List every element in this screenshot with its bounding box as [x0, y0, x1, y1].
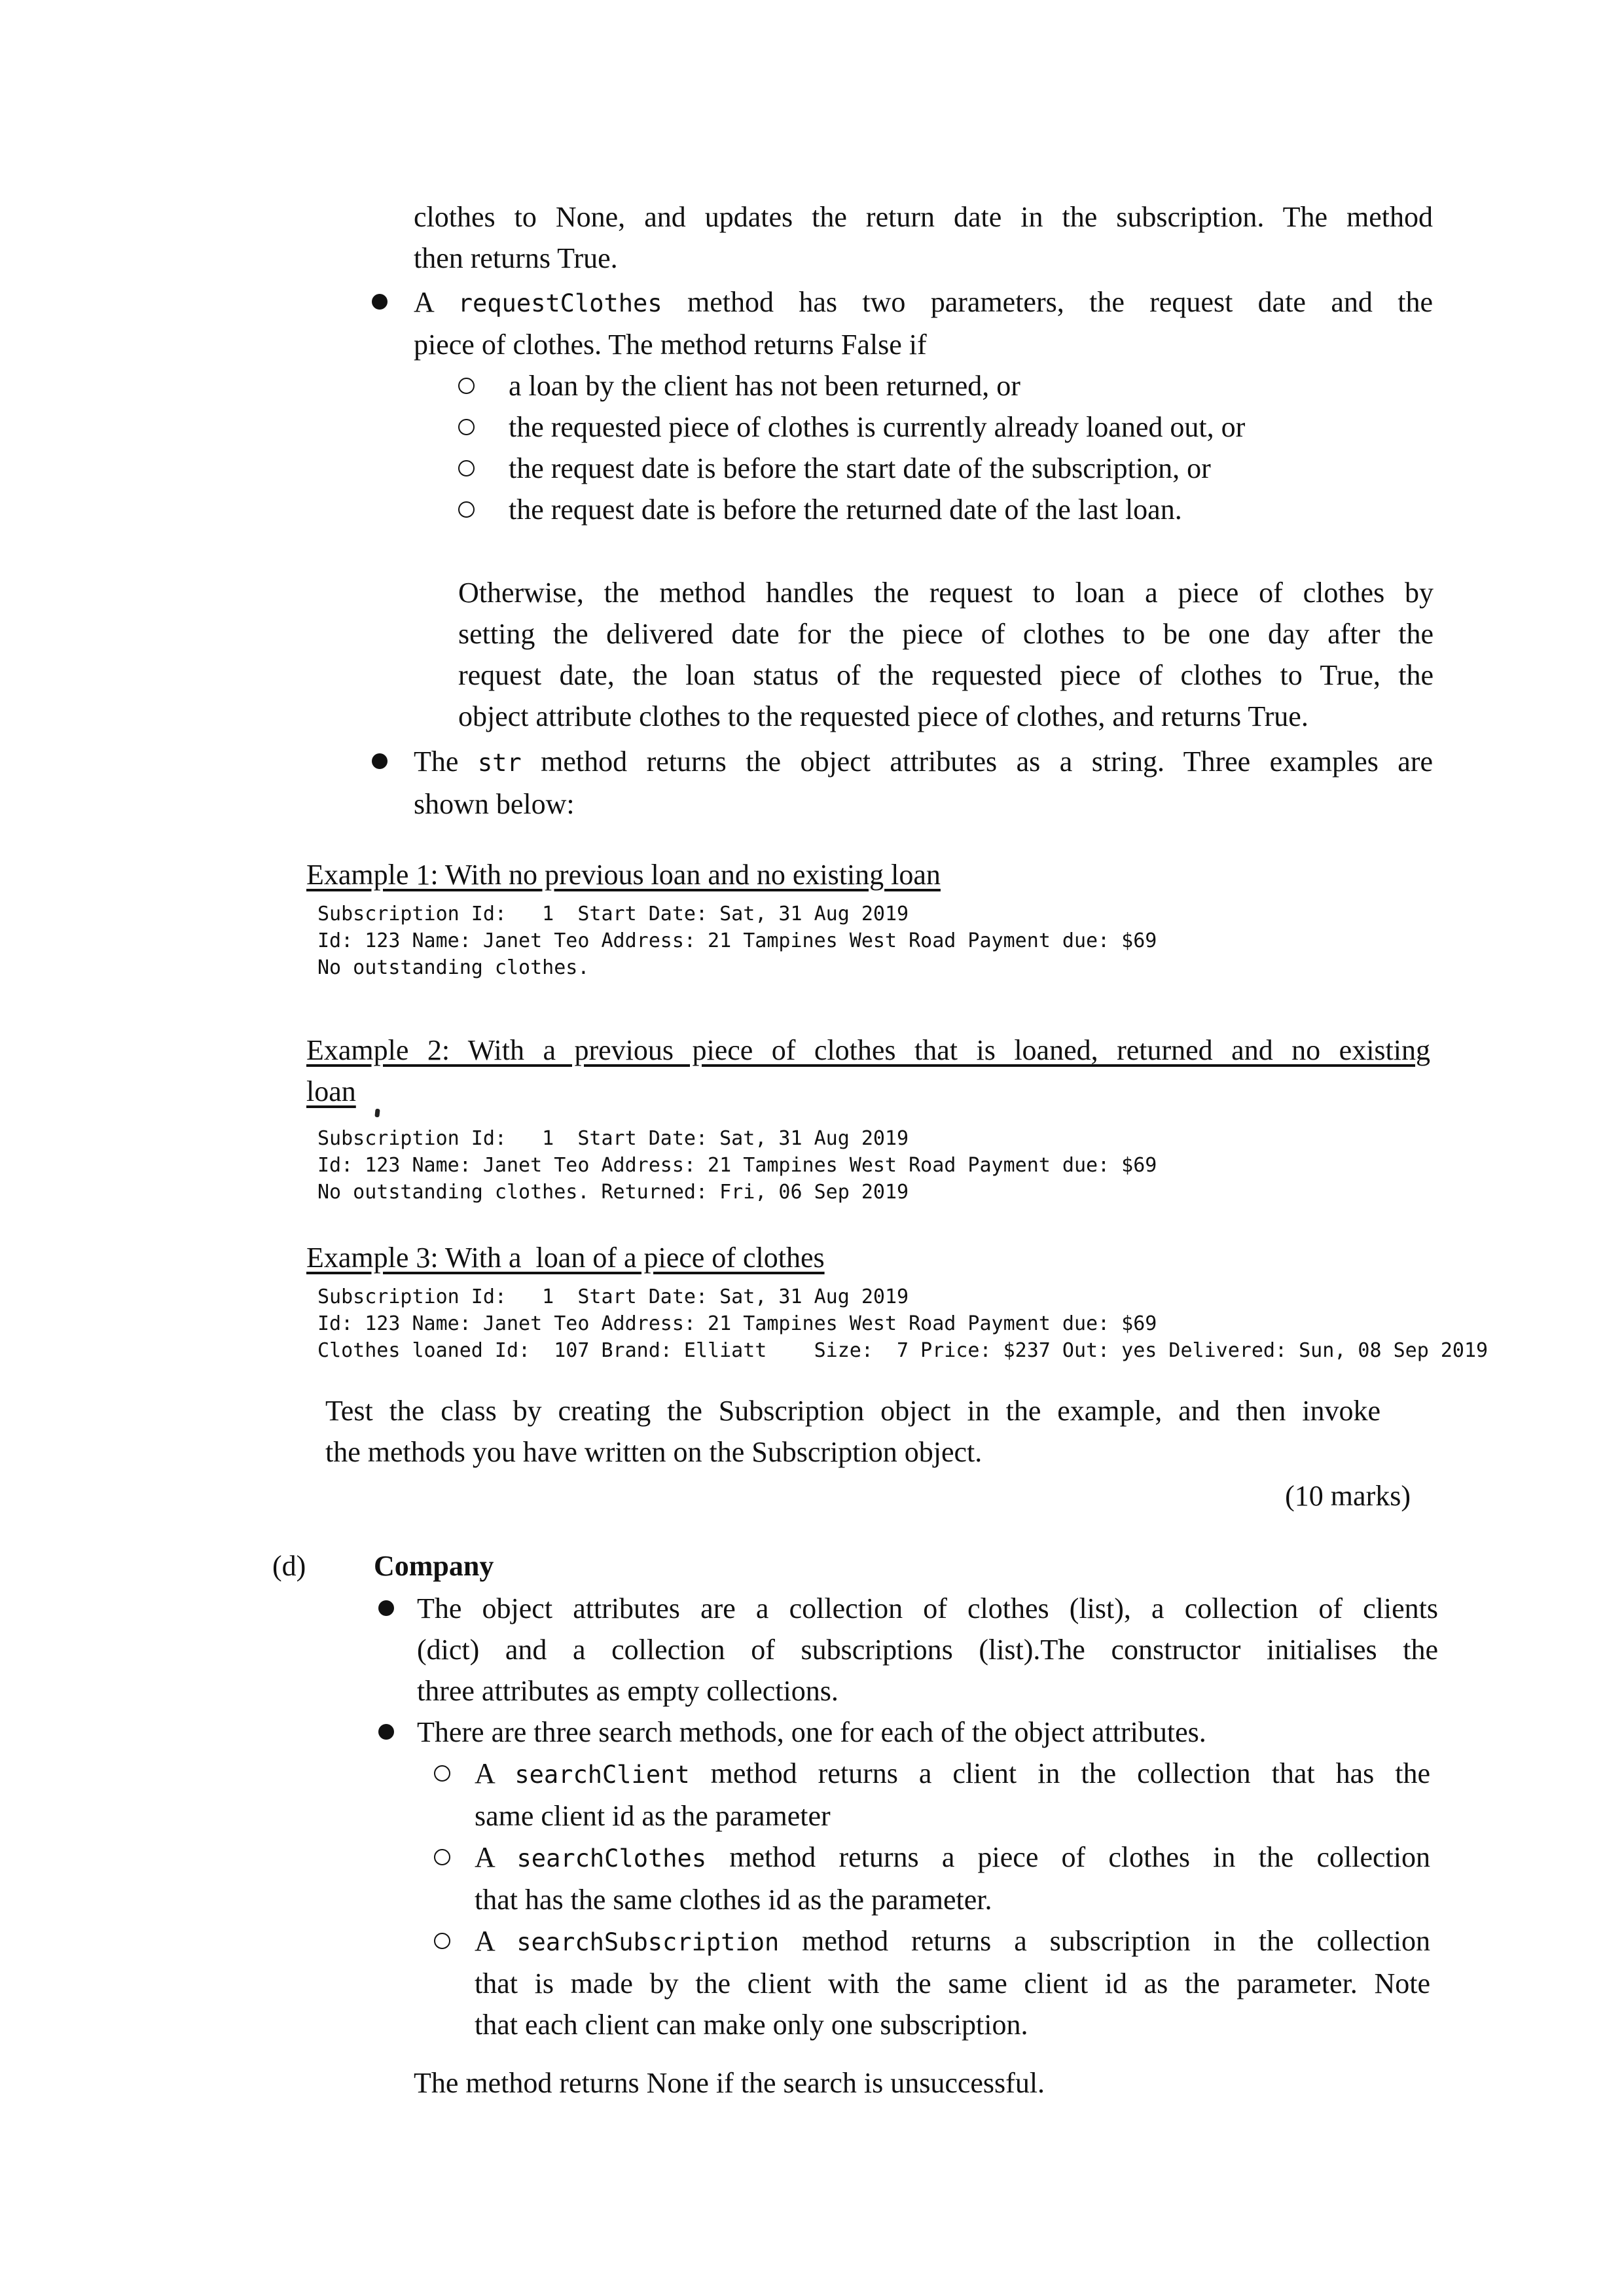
marks-label: (10 marks) [1285, 1480, 1411, 1512]
bullet-icon [378, 1588, 417, 1629]
bullet-icon [378, 1712, 417, 1753]
bullet-item-request-clothes [372, 281, 1624, 365]
section-d-label: (d) [272, 1550, 306, 1582]
circle-bullet-icon [458, 448, 509, 489]
example-2-code: Subscription Id: 1 Start Date: Sat, 31 Aug 2019 Id: 123 Name: Janet Teo Address: 21 Tampines West Road Payment due: $69 No outstanding clothes. Returned: Fri, 06 Sep 2019 [317, 1127, 1157, 1204]
example-2-title: Example 2: With a previous piece of clothes that is loaned, returned and no existing loan [306, 1034, 1430, 1107]
example-3-code: Subscription Id: 1 Start Date: Sat, 31 Aug 2019 Id: 123 Name: Janet Teo Address: 21 Tampines West Road Payment due: $69 Clothes loaned Id: 107 Brand: Elliatt Size: 7 Price: $237 Out: yes Delivered: Sun, 08 Sep 2019 [317, 1285, 1489, 1362]
circle-bullet-icon [458, 406, 509, 448]
condition-item [458, 448, 1624, 489]
bullet-item-text: A requestClothes method has two parameters, the request date and the piece of clothes. The method returns False if [414, 286, 1433, 361]
bullet-item-search-methods [378, 1712, 1624, 1753]
bullet-item-text: The object attributes are a collection of clothes (list), a collection of clients (dict) and a collection of subscriptions (list).The constructor initialises the three attributes as empty collections. [417, 1592, 1438, 1707]
bullet-item-text: The str method returns the object attributes as a string. Three examples are shown below: [414, 745, 1433, 820]
section-d-title: Company [374, 1550, 494, 1582]
section-d-heading [272, 1545, 1624, 1587]
bullet-item-text: There are three search methods, one for each of the object attributes. [417, 1716, 1206, 1748]
test-paragraph: Test the class by creating the Subscription object in the example, and then invoke the methods you have written on the Subscription object. [325, 1395, 1380, 1468]
otherwise-paragraph: Otherwise, the method handles the request to loan a piece of clothes by setting the delivered date for the piece of clothes to be one day after the request date, the loan status of the requested piece of clothes to True, the object attribute clothes to the requested piece of clothes, and returns True. [458, 577, 1434, 732]
condition-text: a loan by the client has not been returned, or [509, 370, 1020, 402]
bullet-icon [372, 281, 414, 323]
example-3-title: Example 3: With a loan of a piece of clothes [306, 1242, 825, 1274]
bullet-item-str-method [372, 741, 1624, 825]
condition-item [458, 365, 1624, 406]
condition-text: the request date is before the returned date of the last loan. [509, 493, 1182, 526]
circle-bullet-icon [434, 1837, 475, 1878]
circle-bullet-icon [458, 489, 509, 530]
condition-text: the request date is before the start date of the subscription, or [509, 452, 1211, 484]
stray-mark [374, 1109, 380, 1118]
example-1-code: Subscription Id: 1 Start Date: Sat, 31 Aug 2019 Id: 123 Name: Janet Teo Address: 21 Tampines West Road Payment due: $69 No outstanding clothes. [317, 903, 1157, 979]
search-method-item-subscription [434, 1920, 1624, 2045]
bullet-item-attributes [378, 1588, 1624, 1712]
circle-bullet-icon [434, 1920, 475, 1962]
search-method-text: A searchClothes method returns a piece of clothes in the collection that has the same clothes id as the parameter. [475, 1841, 1430, 1916]
search-method-item-client [434, 1753, 1624, 1837]
condition-item [458, 489, 1624, 530]
intro-paragraph: clothes to None, and updates the return date in the subscription. The method then returns True. [414, 201, 1433, 274]
search-method-item-clothes [434, 1837, 1624, 1920]
example-1-title: Example 1: With no previous loan and no existing loan [306, 859, 941, 891]
condition-item [458, 406, 1624, 448]
search-method-text: A searchSubscription method returns a subscription in the collection that is made by the client with the same client id as the parameter. Note that each client can make only one subscription. [475, 1925, 1430, 2041]
circle-bullet-icon [434, 1753, 475, 1794]
bullet-icon [372, 741, 414, 782]
condition-text: the requested piece of clothes is currently already loaned out, or [509, 411, 1246, 443]
closing-paragraph: The method returns None if the search is unsuccessful. [414, 2067, 1045, 2099]
circle-bullet-icon [458, 365, 509, 406]
search-method-text: A searchClient method returns a client in the collection that has the same client id as the parameter [475, 1757, 1430, 1832]
